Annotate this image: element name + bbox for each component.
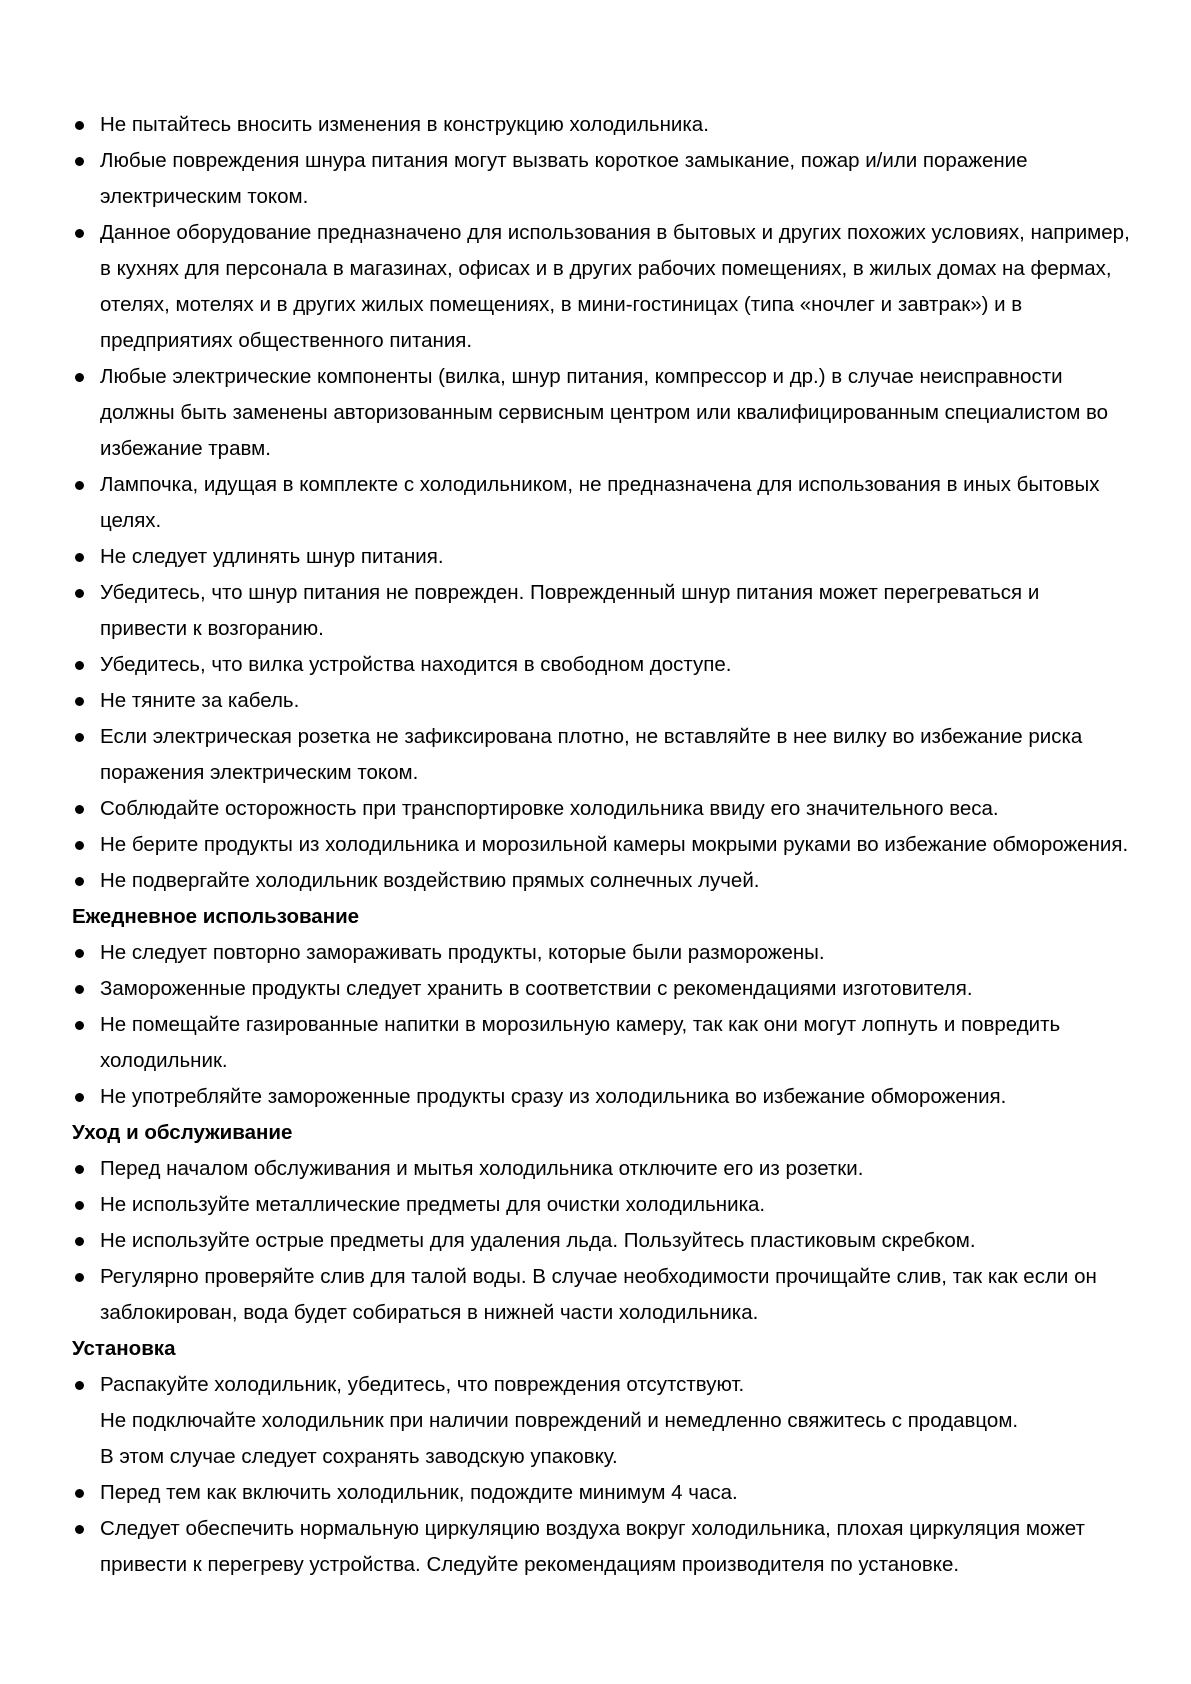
- list-item-text: Соблюдайте осторожность при транспортировке холодильника ввиду его значительного веса.: [100, 797, 999, 820]
- list-item-text: Не употребляйте замороженные продукты сразу из холодильника во избежание обморожения.: [100, 1085, 1007, 1108]
- section-heading: Установка: [72, 1337, 176, 1360]
- bullet-icon: [75, 1201, 84, 1210]
- bullet-icon: [75, 553, 84, 562]
- bullet-icon: [75, 733, 84, 742]
- list-item-text: Не следует удлинять шнур питания.: [100, 545, 444, 568]
- bullet-icon: [75, 1237, 84, 1246]
- section: [72, 1331, 1131, 1583]
- list-item-text: Замороженные продукты следует хранить в соответствии с рекомендациями изготовителя.: [100, 977, 973, 1000]
- list-item: [72, 539, 1131, 575]
- list-item: [72, 467, 1131, 539]
- section: [72, 899, 1131, 1115]
- list-item-text: Не берите продукты из холодильника и морозильной камеры мокрыми руками во избежание обморожения.: [100, 833, 1129, 856]
- bullet-icon: [75, 373, 84, 382]
- bullet-list: [72, 935, 1131, 1115]
- bullet-icon: [75, 1093, 84, 1102]
- list-item-text: Не используйте металлические предметы для очистки холодильника.: [100, 1193, 766, 1216]
- list-item: [72, 575, 1131, 647]
- bullet-icon: [75, 805, 84, 814]
- bullet-icon: [75, 1381, 84, 1390]
- bullet-icon: [75, 985, 84, 994]
- list-item-text: Любые электрические компоненты (вилка, шнур питания, компрессор и др.) в случае неисправности должны быть заменены авторизованным сервисным центром или квалифицированным специалистом во избежание травм.: [100, 365, 1109, 460]
- list-item-text: Убедитесь, что вилка устройства находится в свободном доступе.: [100, 653, 732, 676]
- list-item: [72, 971, 1131, 1007]
- list-item: [72, 1007, 1131, 1079]
- bullet-icon: [75, 661, 84, 670]
- list-item-text: Лампочка, идущая в комплекте с холодильником, не предназначена для использования в иных бытовых целях.: [100, 473, 1100, 532]
- list-item: [72, 1475, 1131, 1511]
- bullet-list: [72, 107, 1131, 899]
- list-item-text: Не подвергайте холодильник воздействию прямых солнечных лучей.: [100, 869, 760, 892]
- list-item: [72, 791, 1131, 827]
- list-item: [72, 647, 1131, 683]
- section-heading: Ежедневное использование: [72, 905, 360, 928]
- list-item-text: В этом случае следует сохранять заводскую упаковку.: [100, 1445, 618, 1468]
- list-item: [72, 1223, 1131, 1259]
- list-item: [72, 1079, 1131, 1115]
- bullet-icon: [75, 841, 84, 850]
- list-item-text: Распакуйте холодильник, убедитесь, что повреждения отсутствуют.: [100, 1373, 745, 1396]
- bullet-icon: [75, 1165, 84, 1174]
- list-item: [72, 863, 1131, 899]
- bullet-icon: [75, 589, 84, 598]
- list-item: [72, 143, 1131, 215]
- list-item: [72, 1367, 1131, 1475]
- bullet-icon: [75, 1273, 84, 1282]
- document-body: [72, 107, 1131, 1583]
- list-item: [72, 359, 1131, 467]
- list-item-text: Перед тем как включить холодильник, подождите минимум 4 часа.: [100, 1481, 738, 1504]
- list-item-text: Перед началом обслуживания и мытья холодильника отключите его из розетки.: [100, 1157, 864, 1180]
- list-item-text: Не используйте острые предметы для удаления льда. Пользуйтесь пластиковым скребком.: [100, 1229, 976, 1252]
- list-item-text: Не подключайте холодильник при наличии повреждений и немедленно свяжитесь с продавцом.: [100, 1409, 1019, 1432]
- list-item: [72, 1511, 1131, 1583]
- list-item-text: Данное оборудование предназначено для использования в бытовых и других похожих условиях, например, в кухнях для персонала в магазинах, офисах и в других рабочих помещениях, в жилых домах на фермах, отелях, мотелях и в других жилых помещениях, в мини-гостиницах (типа «ночлег и завтрак») и в предприятиях общественного питания.: [100, 221, 1130, 352]
- bullet-list: [72, 1367, 1131, 1583]
- list-item-text: Убедитесь, что шнур питания не поврежден. Поврежденный шнур питания может перегреваться и привести к возгоранию.: [100, 581, 1040, 640]
- bullet-icon: [75, 157, 84, 166]
- list-item-text: Не помещайте газированные напитки в морозильную камеру, так как они могут лопнуть и повредить холодильник.: [100, 1013, 1061, 1072]
- bullet-icon: [75, 1525, 84, 1534]
- bullet-icon: [75, 229, 84, 238]
- bullet-icon: [75, 877, 84, 886]
- bullet-icon: [75, 121, 84, 130]
- bullet-icon: [75, 481, 84, 490]
- bullet-icon: [75, 1021, 84, 1030]
- list-item: [72, 683, 1131, 719]
- list-item-text: Любые повреждения шнура питания могут вызвать короткое замыкание, пожар и/или поражение электрическим током.: [100, 149, 1028, 208]
- list-item-text: Если электрическая розетка не зафиксирована плотно, не вставляйте в нее вилку во избежание риска поражения электрическим током.: [100, 725, 1083, 784]
- list-item-text: Следует обеспечить нормальную циркуляцию воздуха вокруг холодильника, плохая циркуляция может привести к перегреву устройства. Следуйте рекомендациям производителя по установке.: [100, 1517, 1085, 1576]
- list-item: [72, 719, 1131, 791]
- bullet-list: [72, 1151, 1131, 1331]
- list-item-text: Не следует повторно замораживать продукты, которые были разморожены.: [100, 941, 825, 964]
- list-item-text: Не пытайтесь вносить изменения в конструкцию холодильника.: [100, 113, 709, 136]
- list-item: [72, 1187, 1131, 1223]
- list-item-text: Регулярно проверяйте слив для талой воды. В случае необходимости прочищайте слив, так как если он заблокирован, вода будет собираться в нижней части холодильника.: [100, 1265, 1097, 1324]
- list-item: [72, 827, 1131, 863]
- list-item-text: Не тяните за кабель.: [100, 689, 300, 712]
- list-item: [72, 1151, 1131, 1187]
- bullet-icon: [75, 1489, 84, 1498]
- list-item: [72, 935, 1131, 971]
- section-heading: Уход и обслуживание: [72, 1121, 293, 1144]
- section: [72, 1115, 1131, 1331]
- list-item: [72, 107, 1131, 143]
- list-item: [72, 1259, 1131, 1331]
- bullet-icon: [75, 949, 84, 958]
- section: [72, 107, 1131, 899]
- bullet-icon: [75, 697, 84, 706]
- list-item: [72, 215, 1131, 359]
